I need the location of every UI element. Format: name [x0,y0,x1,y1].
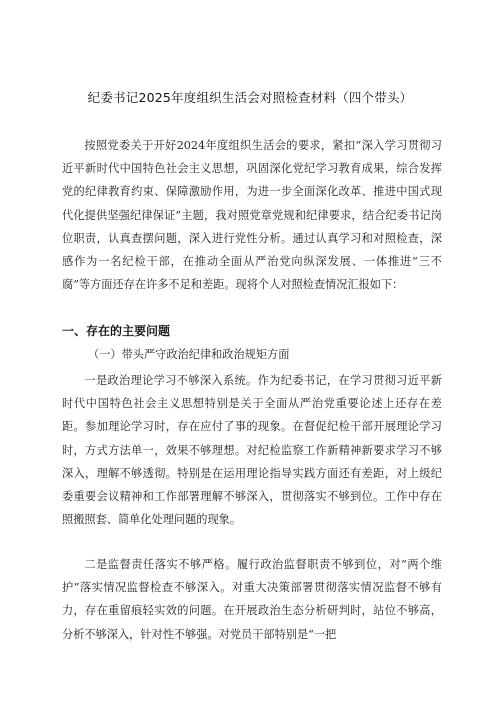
document-title: 纪委书记2025年度组织生活会对照检查材料（四个带头） [87,90,413,105]
paragraph-first-issue: 一是政治理论学习不够深入系统。作为纪委书记，在学习贯彻习近平新时代中国特色社会主义思想特别是关于全面从严治党重要论述上还存在差距。参加理论学习时，存在应付了事的现象。在督促纪检干部开展理论学习时，方式方法单一，效果不够理想。对纪检监察工作新精神新要求学习不够深入，理解不够透彻。特别是在运用理论指导实践方面还有差距，对上级纪委重要会议精神和工作部署理解不够深入，贯彻落实不够到位。工作中存在照搬照套、简单化处理问题的现象。 [62,374,442,527]
intro-paragraph: 按照党委关于开好2024年度组织生活会的要求，紧扣“深入学习贯彻习近平新时代中国特色社会主义思想，巩固深化党纪学习教育成果，综合发挥党的纪律教育约束、保障激励作用，为进一步全面深化改革、推进中国式现代化提供坚强纪律保证”主题，我对照党章党规和纪律要求，结合纪委书记岗位职责，认真查摆问题，深入进行党性分析。通过认真学习和对照检查，深感作为一名纪检干部，在推动全面从严治党向纵深发展、一体推进“三不腐”等方面还存在许多不足和差距。现将个人对照检查情况汇报如下： [62,139,442,292]
section-heading: 一、存在的主要问题 [62,324,171,338]
subsection-heading: （一）带头严守政治纪律和政治规矩方面 [88,348,290,361]
paragraph-second-issue: 二是监督责任落实不够严格。履行政治监督职责不够到位，对“两个维护”落实情况监督检查不够深入。对重大决策部署贯彻落实情况监督不够有力，存在重留痕轻实效的问题。在开展政治生态分析研判时，站位不够高，分析不够深入，针对性不够强。对党员干部特别是“一把 [62,558,442,641]
